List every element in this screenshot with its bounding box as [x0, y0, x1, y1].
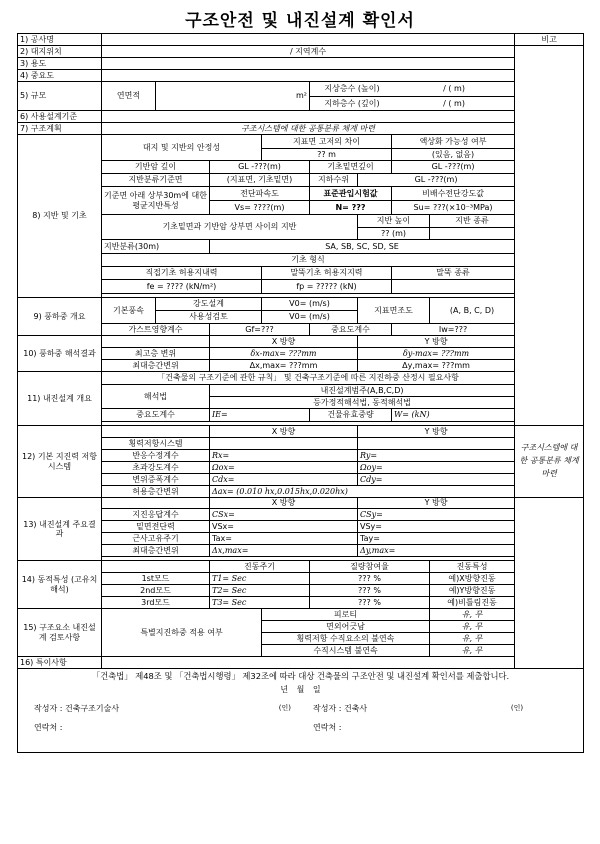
wind-result-blank — [102, 336, 210, 348]
author1-seal: (인) — [278, 704, 291, 713]
remark-blank-8 — [515, 498, 584, 561]
remark-blank-2 — [515, 111, 584, 123]
seismic-x-direction: X 방향 — [210, 498, 358, 509]
seismic-category: 내진설계범주(A,B,C,D) — [210, 385, 515, 397]
seismic-importance-label: 중요도계수 — [102, 409, 210, 422]
site-stability-label: 대지 및 지반의 안정성 — [102, 135, 262, 161]
below-floors-label: 지하층수 (깊이) — [324, 98, 380, 108]
response-factor-y: Ry= — [358, 450, 515, 462]
strength-v0-value: V0= (m/s) — [262, 298, 358, 311]
ground-height-value: ?? (m) — [358, 228, 430, 240]
wind-result-label: 10) 풍하중 해석결과 — [18, 336, 102, 372]
effective-weight-value: W= (kN) — [392, 409, 515, 422]
undrained-strength-value: Su= ???(×10⁻³MPa) — [392, 201, 515, 215]
remark-blank-3 — [515, 123, 584, 135]
wind-importance-label: 중요도계수 — [310, 324, 392, 336]
level-difference-value: ?? m — [262, 149, 392, 161]
remark-blank-1 — [515, 46, 584, 111]
remark-blank-11 — [515, 657, 584, 669]
response-factor-label: 반응수정계수 — [102, 450, 210, 462]
usability-label: 사용성검토 — [156, 311, 262, 324]
base-shear-y: VSy= — [358, 521, 515, 533]
seismic-result-label: 13) 내진설계 주요결과 — [18, 498, 102, 561]
displacement-amp-label: 변위증폭계수 — [102, 474, 210, 486]
period-header: 진동주기 — [210, 561, 310, 573]
top-displacement-y: δy-max= ???mm — [358, 348, 515, 360]
reference-plane-value: (지표면, 기초밑면) — [210, 174, 310, 187]
strength-design-label: 강도설계 — [156, 298, 262, 311]
overstrength-label: 초과강도계수 — [102, 462, 210, 474]
base-shear-x: VSx= — [210, 521, 358, 533]
allowable-drift-label: 허용층간변위 — [102, 486, 210, 498]
groundwater-label: 지하수위 — [310, 174, 358, 187]
basic-wind-speed-label: 기본풍속 — [102, 298, 156, 324]
roughness-label: 지표면조도 — [358, 298, 430, 324]
mode-3-char: 예)비틀림진동 — [430, 597, 515, 609]
gust-factor-label: 가스트영향계수 — [102, 324, 210, 336]
shear-wave-value: Vs= ????(m) — [210, 201, 310, 215]
project-name-value[interactable] — [102, 34, 515, 46]
foundation-depth-label: 기초밑면깊이 — [310, 161, 392, 174]
effective-weight-label: 건물유효중량 — [310, 409, 392, 422]
special-notes-value[interactable] — [102, 657, 515, 669]
row-design-standard-label: 6) 사용설계기준 — [18, 111, 102, 123]
displacement-amp-y: Cdy= — [358, 474, 515, 486]
mode-1-mass: ??? % — [310, 573, 430, 585]
lateral-system-y[interactable] — [358, 438, 515, 450]
direct-bearing-label: 직접기초 허용지내력 — [102, 267, 262, 280]
piloti-value[interactable]: 유, 무 — [430, 609, 515, 621]
special-load-label: 특별지진하중 적용 여부 — [102, 609, 262, 657]
between-ground-label: 기초밑면과 기반암 상부면 사이의 지반 — [102, 215, 358, 240]
allowable-drift-value: Δax= (0.010 hx,0.015hx,0.020hx) — [210, 486, 515, 498]
analysis-method-label: 해석법 — [102, 385, 210, 409]
dynamic-header-blank — [102, 561, 210, 573]
remark-blank-10 — [515, 609, 584, 657]
page-title: 구조안전 및 내진설계 확인서 — [185, 11, 415, 31]
displacement-amp-x: Cdx= — [210, 474, 358, 486]
analysis-method-value: 등가정적해석법, 동적해석법 — [210, 397, 515, 409]
mode-2-period: T2= Sec — [210, 585, 310, 597]
lateral-discontinuity-label: 횡력저항 수직요소의 불연속 — [262, 633, 430, 645]
above-floors-label: 지상층수 (높이) — [324, 84, 380, 94]
importance-value[interactable] — [102, 70, 515, 82]
ground-height-label: 지반 높이 — [358, 215, 430, 228]
liquefaction-label: 액상화 가능성 여부 — [392, 135, 515, 149]
wind-drift-label: 최대층간변위 — [102, 360, 210, 372]
special-notes-label: 16) 특이사항 — [18, 657, 102, 669]
remark-header: 비고 — [515, 34, 584, 46]
ground-type-value[interactable] — [430, 228, 515, 240]
out-of-plane-label: 면외어긋남 — [262, 621, 430, 633]
author2-seal: (인) — [510, 704, 524, 713]
average-ground-label: 기준면 아래 상부30m에 대한 평균지반특성 — [102, 187, 210, 215]
lateral-system-type-label: 횡력저항시스템 — [102, 438, 210, 450]
lateral-system-label: 12) 기본 지진력 저항시스템 — [18, 426, 102, 498]
above-floors-value: / ( m) — [443, 84, 465, 94]
mode-3-period: T3= Sec — [210, 597, 310, 609]
remark-blank-6 — [515, 336, 584, 372]
vibration-char-header: 진동특성 — [430, 561, 515, 573]
row-project-name-label: 1) 공사명 — [18, 34, 102, 46]
confirmation-form-table — [17, 33, 584, 753]
roughness-value: (A, B, C, D) — [430, 298, 515, 324]
lateral-discontinuity-value[interactable]: 유, 무 — [430, 633, 515, 645]
overstrength-x: Ωox= — [210, 462, 358, 474]
out-of-plane-value[interactable]: 유, 무 — [430, 621, 515, 633]
lateral-x-direction: X 방향 — [210, 426, 358, 438]
seismic-result-blank — [102, 498, 210, 509]
seismic-y-direction: Y 방향 — [358, 498, 515, 509]
lateral-y-direction: Y 방향 — [358, 426, 515, 438]
remark-text: 구조시스템에 대한 공통분류 체계 마련 — [515, 426, 584, 498]
seismic-overview-label: 11) 내진설계 개요 — [18, 372, 102, 426]
foundation-depth-value: GL -???(m) — [392, 161, 515, 174]
seismic-importance-value: IE= — [210, 409, 310, 422]
approx-period-label: 근사고유주기 — [102, 533, 210, 545]
seismic-drift-x: Δx,max= — [210, 545, 358, 557]
wind-drift-x: Δx,max= ???mm — [210, 360, 358, 372]
undrained-strength-label: 비배수전단강도값 — [392, 187, 515, 201]
mode-3-label: 3rd모드 — [102, 597, 210, 609]
mode-2-char: 예)Y방향진동 — [430, 585, 515, 597]
row-scale-label: 5) 규모 — [18, 82, 102, 111]
overstrength-y: Ωoy= — [358, 462, 515, 474]
floor-area-unit: m² — [156, 82, 310, 111]
row-use-label: 3) 용도 — [18, 58, 102, 70]
row-site-label: 2) 대지위치 — [18, 46, 102, 58]
mode-1-period: T1= Sec — [210, 573, 310, 585]
date-line: 년 월 일 — [280, 684, 321, 694]
groundwater-value: GL -???(m) — [358, 174, 515, 187]
direct-bearing-value: fe = ???? (kN/m²) — [102, 280, 262, 294]
response-factor-x: Rx= — [210, 450, 358, 462]
wind-load-label: 9) 풍하중 개요 — [18, 298, 102, 336]
wind-y-direction: Y 방향 — [358, 336, 515, 348]
mode-2-label: 2nd모드 — [102, 585, 210, 597]
liquefaction-value: (있음, 없음) — [392, 149, 515, 161]
vertical-discontinuity-label: 수직시스템 불연속 — [262, 645, 430, 657]
approx-period-x: Tax= — [210, 533, 358, 545]
dynamic-label: 14) 동적특성 (고유치해석) — [18, 561, 102, 609]
contact1-label: 연락처 : — [34, 722, 63, 732]
row-structural-plan-label: 7) 구조계획 — [18, 123, 102, 135]
wind-x-direction: X 방향 — [210, 336, 358, 348]
remark-blank-5 — [515, 298, 584, 336]
bedrock-depth-value: GL -???(m) — [210, 161, 310, 174]
mode-2-mass: ??? % — [310, 585, 430, 597]
pile-capacity-value: fp = ????? (kN) — [262, 280, 392, 294]
lateral-system-x[interactable] — [210, 438, 358, 450]
remark-blank-4 — [515, 135, 584, 298]
structural-plan-value: 구조시스템에 대한 공통분류 체계 마련 — [102, 123, 515, 135]
pile-type-label: 말뚝 종류 — [392, 267, 515, 280]
response-coef-label: 지진응답계수 — [102, 509, 210, 521]
mode-3-mass: ??? % — [310, 597, 430, 609]
site-value: / 지역계수 — [102, 46, 515, 58]
shear-wave-label: 전단파속도 — [210, 187, 310, 201]
ground-class-options: SA, SB, SC, SD, SE — [210, 240, 515, 254]
lateral-header-blank — [102, 426, 210, 438]
response-coef-y: CSy= — [358, 509, 515, 521]
design-standard-value[interactable] — [102, 111, 515, 123]
gust-factor-value: Gf=??? — [210, 324, 310, 336]
author2-label: 작성자 : 건축사 — [313, 703, 368, 713]
ground-type-label: 지반 종류 — [430, 215, 515, 228]
piloti-label: 피로티 — [262, 609, 430, 621]
seismic-note: 「건축물의 구조기준에 관한 규칙」 및 건축구조기준에 따른 지진하중 산정시 필요사항 — [102, 372, 515, 385]
floor-area-label: 연면적 — [102, 82, 156, 111]
mode-1-label: 1st모드 — [102, 573, 210, 585]
pile-capacity-label: 말뚝기초 허용지지력 — [262, 267, 392, 280]
ground-class-label: 지반분류(30m) — [102, 240, 210, 254]
mass-participation-header: 질량참여율 — [310, 561, 430, 573]
top-displacement-x: δx-max= ???mm — [210, 348, 358, 360]
below-floors-value: / ( m) — [443, 98, 465, 108]
level-difference-label: 지표면 고저의 차이 — [262, 135, 392, 149]
elements-label: 15) 구조요소 내진설계 검토사항 — [18, 609, 102, 657]
vertical-discontinuity-value[interactable]: 유, 무 — [430, 645, 515, 657]
mode-1-char: 예)X방향진동 — [430, 573, 515, 585]
use-value[interactable] — [102, 58, 515, 70]
foundation-type-label: 기초 형식 — [102, 254, 515, 267]
wind-importance-value: Iw=??? — [392, 324, 515, 336]
contact2-label: 연락처 : — [313, 722, 342, 732]
seismic-drift-y: Δy,max= — [358, 545, 515, 557]
ground-foundation-label: 8) 지반 및 기초 — [18, 135, 102, 298]
declaration-text: 「건축법」 제48조 및 「건축법시행령」 제32조에 따라 대상 건축물의 구조안전 및 내진설계 확인서를 제출합니다. — [91, 671, 510, 681]
spt-value: N= ??? — [310, 201, 392, 215]
approx-period-y: Tay= — [358, 533, 515, 545]
seismic-drift-label: 최대층간변위 — [102, 545, 210, 557]
top-displacement-label: 최고층 변위 — [102, 348, 210, 360]
reference-plane-label: 지반분류기준면 — [102, 174, 210, 187]
response-coef-x: CSx= — [210, 509, 358, 521]
author1-label: 작성자 : 건축구조기술사 — [34, 703, 120, 713]
remark-blank-7 — [515, 372, 584, 426]
remark-blank-9 — [515, 561, 584, 609]
usability-v0-value: V0= (m/s) — [262, 311, 358, 324]
wind-drift-y: Δy,max= ???mm — [358, 360, 515, 372]
pile-type-value[interactable] — [392, 280, 515, 294]
base-shear-label: 밑면전단력 — [102, 521, 210, 533]
row-importance-label: 4) 중요도 — [18, 70, 102, 82]
bedrock-depth-label: 기반암 깊이 — [102, 161, 210, 174]
spt-label: 표준관입시험값 — [310, 187, 392, 201]
